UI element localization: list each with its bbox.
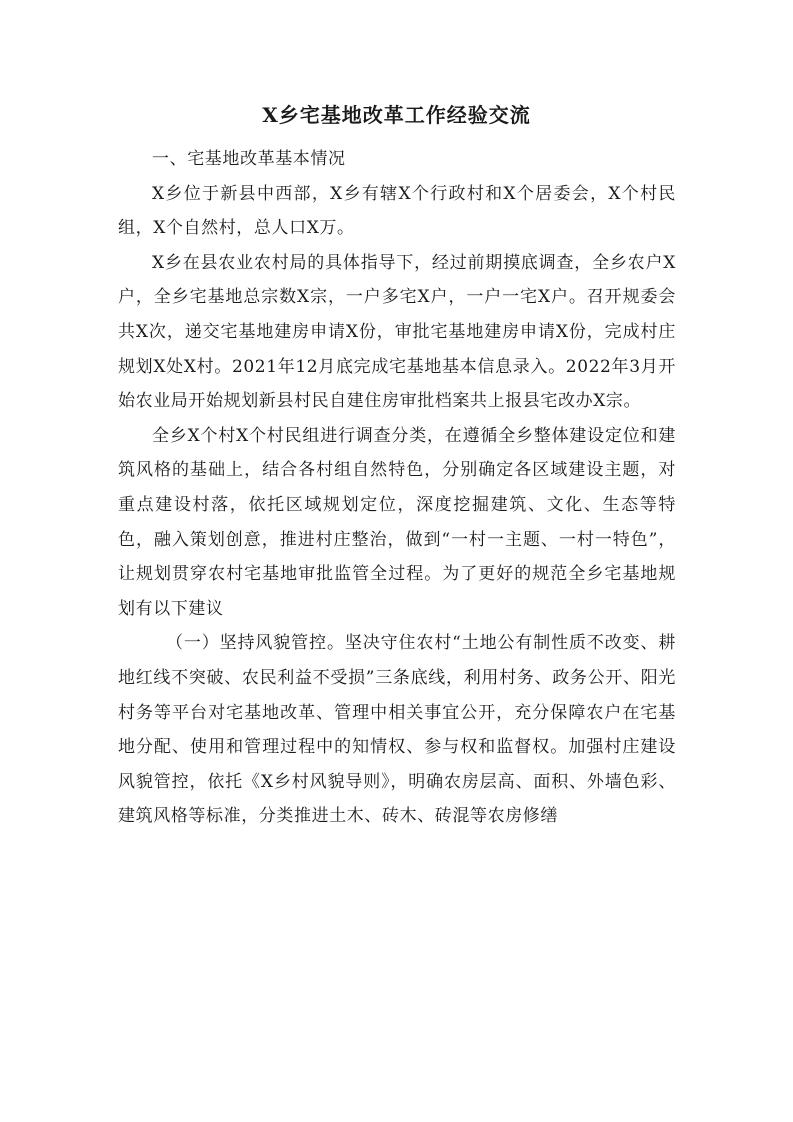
document-body bbox=[118, 142, 676, 834]
paragraph-overview: X乡位于新县中西部，X乡有辖X个行政村和X个居委会，X个村民组，X个自然村，总人口X万。 bbox=[118, 183, 676, 239]
paragraph-survey: X乡在县农业农村局的具体指导下，经过前期摸底调查，全乡农户X户，全乡宅基地总宗数X宗，一户多宅X户，一户一宅X户。召开规委会共X次，递交宅基地建房申请X份，审批宅基地建房申请X份，完成村庄规划X处X村。2021年12月底完成宅基地基本信息录入。2022年3月开始农业局开始规划新县村民自建住房审批档案共上报县宅改办X宗。 bbox=[118, 252, 676, 412]
document-title: X乡宅基地改革工作经验交流 bbox=[262, 103, 531, 127]
paragraph-recommendation-1: （一）坚持风貌管控。坚决守住农村“土地公有制性质不改变、耕地红线不突破、农民利益不受损”三条底线，利用村务、政务公开、阳光村务等平台对宅基地改革、管理中相关事宜公开，充分保障农户在宅基地分配、使用和管理过程中的知情权、参与权和监督权。加强村庄建设风貌管控，依托《X乡村风貌导则》，明确农房层高、面积、外墙色彩、建筑风格等标准，分类推进土木、砖木、砖混等农房修缮 bbox=[118, 633, 676, 827]
section-heading: 一、宅基地改革基本情况 bbox=[152, 149, 346, 169]
paragraph-planning: 全乡X个村X个村民组进行调查分类，在遵循全乡整体建设定位和建筑风格的基础上，结合各村组自然特色，分别确定各区域建设主题，对重点建设村落，依托区域规划定位，深度挖掘建筑、文化、生态等特色，融入策划创意，推进村庄整治，做到“一村一主题、一村一特色”，让规划贯穿农村宅基地审批监管全过程。为了更好的规范全乡宅基地规划有以下建议 bbox=[118, 425, 676, 619]
